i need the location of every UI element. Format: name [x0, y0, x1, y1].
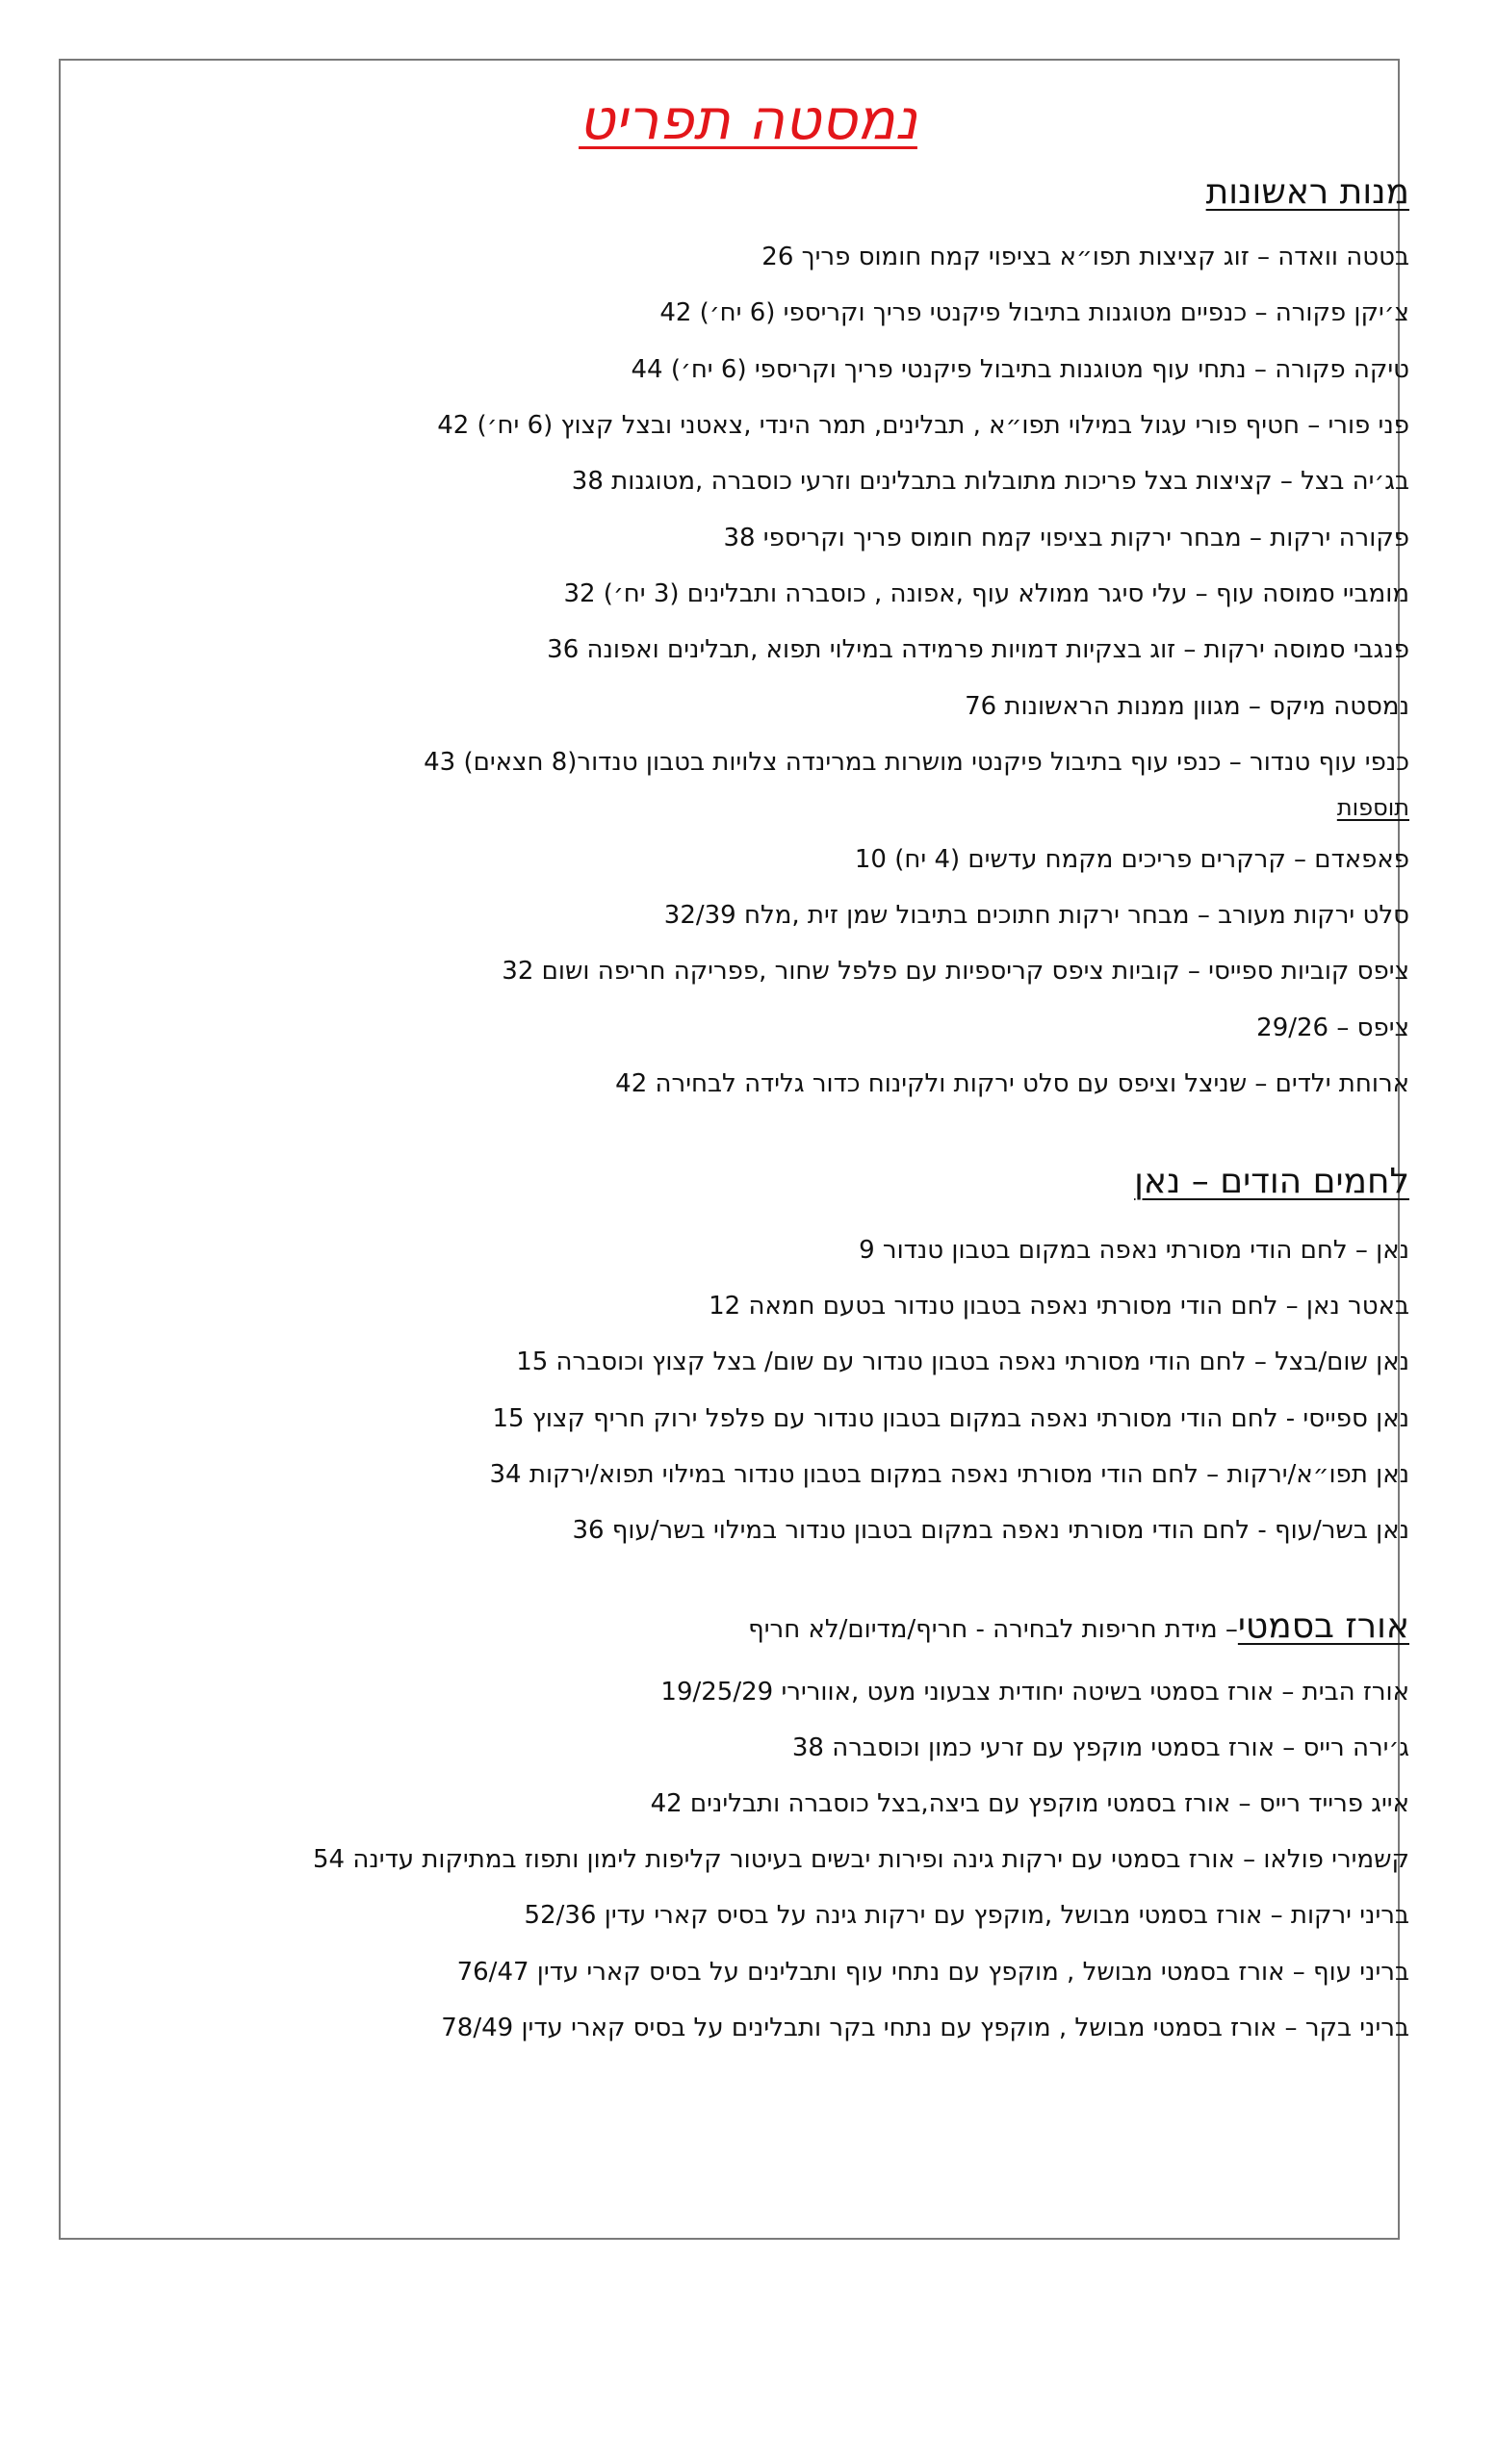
starter-item: בטטה וואדה – זוג קציצות תפו״א בציפוי קמח חומוס פריך 26 — [761, 243, 1409, 271]
bread-item: נאן שום/בצל – לחם הודי מסורתי נאפה בטבון טנדור עם שום/ בצל קצוץ וכוסברה 15 — [516, 1348, 1409, 1376]
extras-item: ציפס – 29/26 — [1256, 1014, 1409, 1042]
starter-item: בג׳יה בצל – קציצות בצל פריכות מתובלות בתבלינים וזרעי כוסברה ,מטוגנות 38 — [571, 467, 1409, 496]
bread-item: באטר נאן – לחם הודי מסורתי נאפה בטבון טנדור בטעם חמאה 12 — [709, 1292, 1409, 1321]
bread-item: נאן – לחם הודי מסורתי נאפה במקום בטבון טנדור 9 — [859, 1236, 1409, 1265]
extras-item: ארוחת ילדים – שניצל וציפס עם סלט ירקות ולקינוח כדור גלידה לבחירה 42 — [615, 1069, 1409, 1098]
rice-item: אייג פרייד רייס – אורז בסמטי מוקפץ עם ביצה,בצל כוסברה ותבלינים 42 — [650, 1789, 1409, 1818]
extras-heading: תוספות — [1336, 794, 1409, 821]
starter-item: פקורה ירקות – מבחר ירקות בציפוי קמח חומוס פריך וקריספי 38 — [723, 524, 1409, 552]
starter-item: מומביי סמוסה עוף – עלי סיגר ממולא עוף ,אפונה , כוסברה ותבלינים (3 יח׳) 32 — [563, 579, 1409, 608]
extras-item: ציפס קוביות ספייסי – קוביות ציפס קריספיות עם פלפל שחור ,פפריקה חריפה ושום 32 — [502, 957, 1409, 986]
starters-heading: מנות ראשונות — [1205, 172, 1409, 212]
starter-item: כנפי עוף טנדור – כנפי עוף בתיבול פיקנטי מושרות במרינדה צלויות בטבון טנדור(8 חצאים) 43 — [424, 748, 1409, 777]
menu-title: נמסטה תפריט — [579, 87, 917, 152]
extras-item: פאפאדם – קרקרים פריכים מקמח עדשים (4 יח) 10 — [854, 845, 1409, 874]
breads-heading: לחמים הודים – נאן — [1134, 1162, 1409, 1201]
starter-item: צ׳יקן פקורה – כנפיים מטוגנות בתיבול פיקנטי פריך וקריספי (6 יח׳) 42 — [659, 298, 1409, 327]
rice-item: בריני בקר – אורז בסמטי מבושל , מוקפץ עם נתחי בקר ותבלינים על בסיס קארי עדין 78/49 — [441, 2014, 1409, 2042]
rice-item: בריני עוף – אורז בסמטי מבושל , מוקפץ עם נתחי עוף ותבלינים על בסיס קארי עדין 76/47 — [456, 1958, 1409, 1987]
extras-item: סלט ירקות מעורב – מבחר ירקות חתוכים בתיבול שמן זית ,מלח 32/39 — [663, 901, 1409, 930]
bread-item: נאן ספייסי - לחם הודי מסורתי נאפה במקום בטבון טנדור עם פלפל ירוק חריף קצוץ 15 — [492, 1404, 1409, 1433]
rice-heading: אורז בסמטי — [1237, 1606, 1409, 1646]
starter-item: פני פורי – חטיף פורי עגול במילוי תפו״א , תבלינים, תמר הינדי ,צאטני ובצל קצוץ (6 יח׳) 42 — [437, 411, 1409, 440]
bread-item: נאן בשר/עוף - לחם הודי מסורתי נאפה במקום בטבון טנדור במילוי בשר/עוף 36 — [572, 1516, 1409, 1545]
rice-item: קשמירי פולאו – אורז בסמטי עם ירקות גינה ופירות יבשים בעיטור קליפות לימון ותפוז במתיקות עדינה 54 — [313, 1845, 1409, 1874]
rice-heading-note: – מידת חריפות לבחירה - חריף/מדיום/לא חריף — [748, 1615, 1238, 1644]
rice-item: אורז הבית – אורז בסמטי בשיטה יחודית צבעוני מעט ,אוורירי 19/25/29 — [660, 1678, 1409, 1707]
rice-item: ג׳ירה רייס – אורז בסמטי מוקפץ עם זרעי כמון וכוסברה 38 — [791, 1733, 1409, 1762]
starter-item: פנגבי סמוסה ירקות – זוג בצקיות דמויות פרמידה במילוי תפוא ,תבלינים ואפונה 36 — [547, 635, 1409, 664]
rice-heading-row — [748, 1606, 1409, 1647]
bread-item: נאן תפו״א/ירקות – לחם הודי מסורתי נאפה במקום בטבון טנדור במילוי תפוא/ירקות 34 — [489, 1460, 1409, 1489]
starter-item: נמסטה מיקס – מגוון ממנות הראשונות 76 — [965, 692, 1409, 721]
starter-item: טיקה פקורה – נתחי עוף מטוגנות בתיבול פיקנטי פריך וקריספי (6 יח׳) 44 — [631, 355, 1409, 384]
rice-item: בריני ירקות – אורז בסמטי מבושל ,מוקפץ עם ירקות גינה על בסיס קארי עדין 52/36 — [524, 1901, 1409, 1930]
